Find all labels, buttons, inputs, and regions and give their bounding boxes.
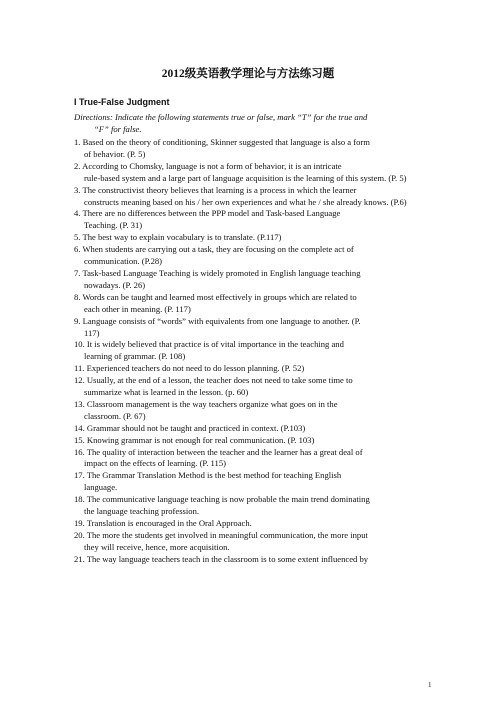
statement-first-line: 17. The Grammar Translation Method is the best method for teaching English xyxy=(74,470,342,481)
statement-item xyxy=(74,208,422,232)
statement-list xyxy=(74,137,422,566)
statement-first-line: 3. The constructivist theory believes that learning is a process in which the learner xyxy=(74,184,357,195)
statement-item xyxy=(74,244,422,268)
statement-first-line: 10. It is widely believed that practice is of vital importance in the teaching and xyxy=(74,339,344,350)
statement-continuation: classroom. (P. 67) xyxy=(84,410,146,421)
statement-first-line: 14. Grammar should not be taught and practiced in context. (P.103) xyxy=(74,422,306,433)
statement-item xyxy=(74,292,422,316)
statement-continuation: impact on the effects of learning. (P. 115) xyxy=(84,458,226,469)
statement-first-line: 21. The way language teachers teach in the classroom is to some extent influenced by xyxy=(74,553,369,564)
statement-item xyxy=(74,470,422,494)
section-heading: I True-False Judgment xyxy=(74,97,170,107)
statement-item xyxy=(74,363,422,375)
statement-first-line: 5. The best way to explain vocabulary is to translate. (P.117) xyxy=(74,232,282,243)
directions-text xyxy=(74,112,422,136)
statement-continuation: rule-based system and a large part of language acquisition is the learning of this system. (P. 5) xyxy=(84,172,407,183)
statement-continuation: summarize what is learned in the lesson. (p. 60) xyxy=(84,387,249,398)
statement-continuation: of behavior. (P. 5) xyxy=(84,148,146,159)
statement-item xyxy=(74,316,422,340)
statement-first-line: 18. The communicative language teaching is now probable the main trend dominating xyxy=(74,494,370,505)
statement-continuation: the language teaching profession. xyxy=(84,506,200,517)
statement-first-line: 13. Classroom management is the way teachers organize what goes on in the xyxy=(74,398,338,409)
statement-item xyxy=(74,399,422,423)
statement-continuation: Teaching. (P. 31) xyxy=(84,220,143,231)
statement-first-line: 19. Translation is encouraged in the Oral Approach. xyxy=(74,518,252,528)
statement-item xyxy=(74,232,422,244)
statement-continuation: each other in meaning. (P. 117) xyxy=(84,303,191,314)
statement-item xyxy=(74,435,422,447)
statement-first-line: 7. Task-based Language Teaching is widely promoted in English language teaching xyxy=(74,267,361,278)
statement-first-line: 20. The more the students get involved in meaningful communication, the more input xyxy=(74,529,368,540)
statement-item xyxy=(74,494,422,518)
statement-first-line: 11. Experienced teachers do not need to do lesson planning. (P. 52) xyxy=(74,363,305,374)
document-title: 2012级英语教学理论与方法练习题 xyxy=(161,68,335,80)
statement-item xyxy=(74,185,422,209)
statement-item xyxy=(74,554,422,566)
statement-continuation: nowadays. (P. 26) xyxy=(84,279,146,290)
statement-first-line: 4. There are no differences between the PPP model and Task-based Language xyxy=(74,208,341,219)
page-number: 1 xyxy=(428,681,432,689)
statement-first-line: 12. Usually, at the end of a lesson, the teacher does not need to take some time to xyxy=(74,375,353,386)
statement-first-line: 6. When students are carrying out a task, they are focusing on the complete act of xyxy=(74,244,354,255)
statement-continuation: constructs meaning based on his / her own experiences and what he / she already knows. (P.6) xyxy=(84,196,407,207)
statement-first-line: 8. Words can be taught and learned most effectively in groups which are related to xyxy=(74,291,357,302)
statement-continuation: learning of grammar. (P. 108) xyxy=(84,351,186,362)
statement-item xyxy=(74,518,422,530)
statement-first-line: 9. Language consists of “words” with equivalents from one language to another. (P. xyxy=(74,315,361,326)
statement-continuation: they will receive, hence, more acquisition. xyxy=(84,541,230,552)
statement-item xyxy=(74,161,422,185)
statement-item xyxy=(74,447,422,471)
statement-item xyxy=(74,268,422,292)
statement-item xyxy=(74,137,422,161)
statement-first-line: 2. According to Chomsky, language is not a form of behavior, it is an intricate xyxy=(74,160,342,171)
statement-continuation: language. xyxy=(84,482,118,493)
statement-first-line: 15. Knowing grammar is not enough for real communication. (P. 103) xyxy=(74,434,315,445)
statement-item xyxy=(74,530,422,554)
statement-first-line: 1. Based on the theory of conditioning, Skinner suggested that language is also a form xyxy=(74,137,370,147)
statement-item xyxy=(74,339,422,363)
statement-continuation: 117) xyxy=(84,327,100,338)
statement-item xyxy=(74,375,422,399)
statement-continuation: communication. (P.28) xyxy=(84,256,163,267)
directions-line-1: Directions: Indicate the following statements true or false, mark “T” for the true and xyxy=(74,112,368,122)
statement-item xyxy=(74,423,422,435)
directions-line-2: “F” for false. xyxy=(94,123,142,134)
statement-first-line: 16. The quality of interaction between the teacher and the learner has a great deal of xyxy=(74,446,363,457)
